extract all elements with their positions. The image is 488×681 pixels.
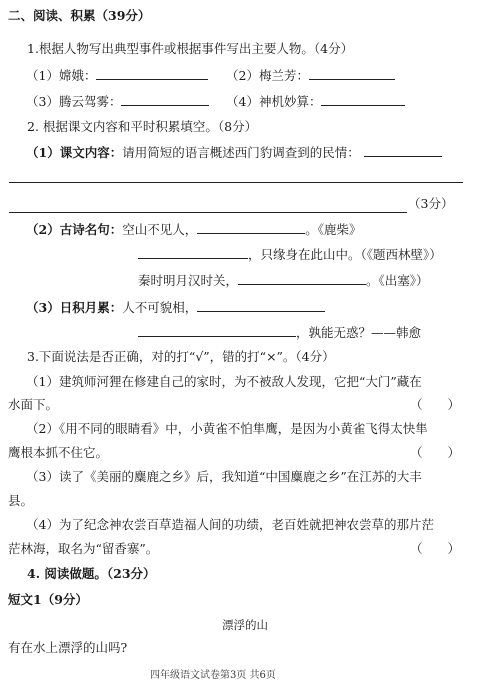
q1-prompt: 1.根据人物写出典型事件或根据事件写出主要人物。（4分） — [27, 41, 354, 56]
q3-prompt: 3.下面说法是否正确，对的打“√”，错的打“×”。（4分） — [27, 349, 335, 364]
q2-part1 — [26, 144, 442, 161]
q1-item-4-label: （4）神机妙算： — [226, 94, 322, 109]
q3-s1-line2: 水面下。 — [8, 397, 59, 412]
q2-part3-line2 — [138, 324, 421, 341]
q3-s1-line1: （1）建筑师河狸在修建自己的家时，为不被敌人发现，它把“大门”藏在 — [26, 374, 422, 389]
q3-s4-line2: 茫林海，取名为“留香寨”。 — [8, 541, 159, 556]
q2-part3-text: 人不可貌相， — [122, 300, 198, 315]
passage-first-line: 有在水上漂浮的山吗? — [8, 640, 128, 655]
q3-s3-line2: 县。 — [8, 493, 34, 508]
q2-part2-line2-blank[interactable] — [138, 246, 248, 259]
q1-item-1-label: （1）嫦娥： — [26, 68, 97, 83]
q1-item-3-blank[interactable] — [121, 93, 209, 106]
passage-label: 短文1（9分） — [8, 592, 88, 607]
q3-s4-line1: （4）为了纪念神农尝百草造福人间的功绩，老百姓就把神农尝草的那片茫 — [26, 517, 434, 532]
q2-part1-blank-a[interactable] — [364, 144, 442, 157]
q2-part2-line3-blank[interactable] — [238, 272, 366, 285]
q1-item-4 — [226, 93, 405, 110]
q2-part2-line3-text: 秦时明月汉时关， — [138, 273, 239, 288]
passage-title: 漂浮的山 — [222, 618, 268, 632]
q2-part2-source: 。《鹿柴》 — [305, 222, 362, 237]
q2-part2-line3 — [138, 272, 429, 289]
q3-s2-answer[interactable]: （ ） — [410, 445, 461, 460]
q2-part2-line3-source: 。《出塞》） — [366, 273, 429, 288]
q2-part1-answer-line-2[interactable] — [9, 212, 407, 213]
q1-item-1-blank[interactable] — [96, 67, 208, 80]
q2-part3-label: （3）日积月累： — [26, 300, 123, 315]
q2-part2-blank[interactable] — [197, 221, 305, 234]
q1-item-4-blank[interactable] — [321, 93, 405, 106]
section-title: 二、阅读、积累（39分） — [8, 8, 151, 23]
q2-part3-line2-text: ，孰能无惑？——韩愈 — [296, 325, 422, 340]
q4-prompt: 4. 阅读做题。（23分） — [27, 566, 156, 581]
q2-part2-text: 空山不见人， — [122, 222, 198, 237]
q2-part1-text: 请用简短的语言概述西门豹调查到的民情： — [122, 145, 360, 160]
q1-item-2-label: （2）梅兰芳： — [226, 68, 309, 83]
q2-part3-blank[interactable] — [197, 299, 325, 312]
q2-part2-label: （2）古诗名句： — [26, 222, 123, 237]
q1-item-2 — [226, 67, 395, 84]
q1-item-3-label: （3）腾云驾雾： — [26, 94, 122, 109]
q2-prompt: 2. 根据课文内容和平时积累填空。（8分） — [27, 119, 258, 134]
q2-part1-label: （1）课文内容： — [26, 145, 123, 160]
q3-s2-line1: （2）《用不同的眼睛看》中，小黄雀不怕隼鹰，是因为小黄雀飞得太快隼 — [26, 421, 428, 436]
q2-part1-score: （3分） — [408, 196, 454, 211]
q1-item-2-blank[interactable] — [309, 67, 395, 80]
q3-s1-answer[interactable]: （ ） — [410, 397, 461, 412]
q3-s3-line1: （3）读了《美丽的麋鹿之乡》后，我知道“中国麋鹿之乡”在江苏的大丰 — [26, 469, 422, 484]
q2-part2 — [26, 221, 361, 238]
q2-part2-line2 — [138, 246, 442, 263]
page-footer: 四年级语文试卷第3页 共6页 — [150, 670, 276, 681]
q2-part2-line2-text: ，只缘身在此山中。（《题西林壁》） — [248, 247, 442, 262]
q1-item-3 — [26, 93, 209, 110]
q2-part1-answer-line[interactable] — [9, 182, 463, 183]
q1-item-1 — [26, 67, 208, 84]
q2-part3-line2-blank[interactable] — [138, 324, 296, 337]
q2-part3 — [26, 299, 325, 316]
q3-s4-answer[interactable]: （ ） — [410, 541, 461, 556]
q3-s2-line2: 鹰根本抓不住它。 — [8, 445, 109, 460]
